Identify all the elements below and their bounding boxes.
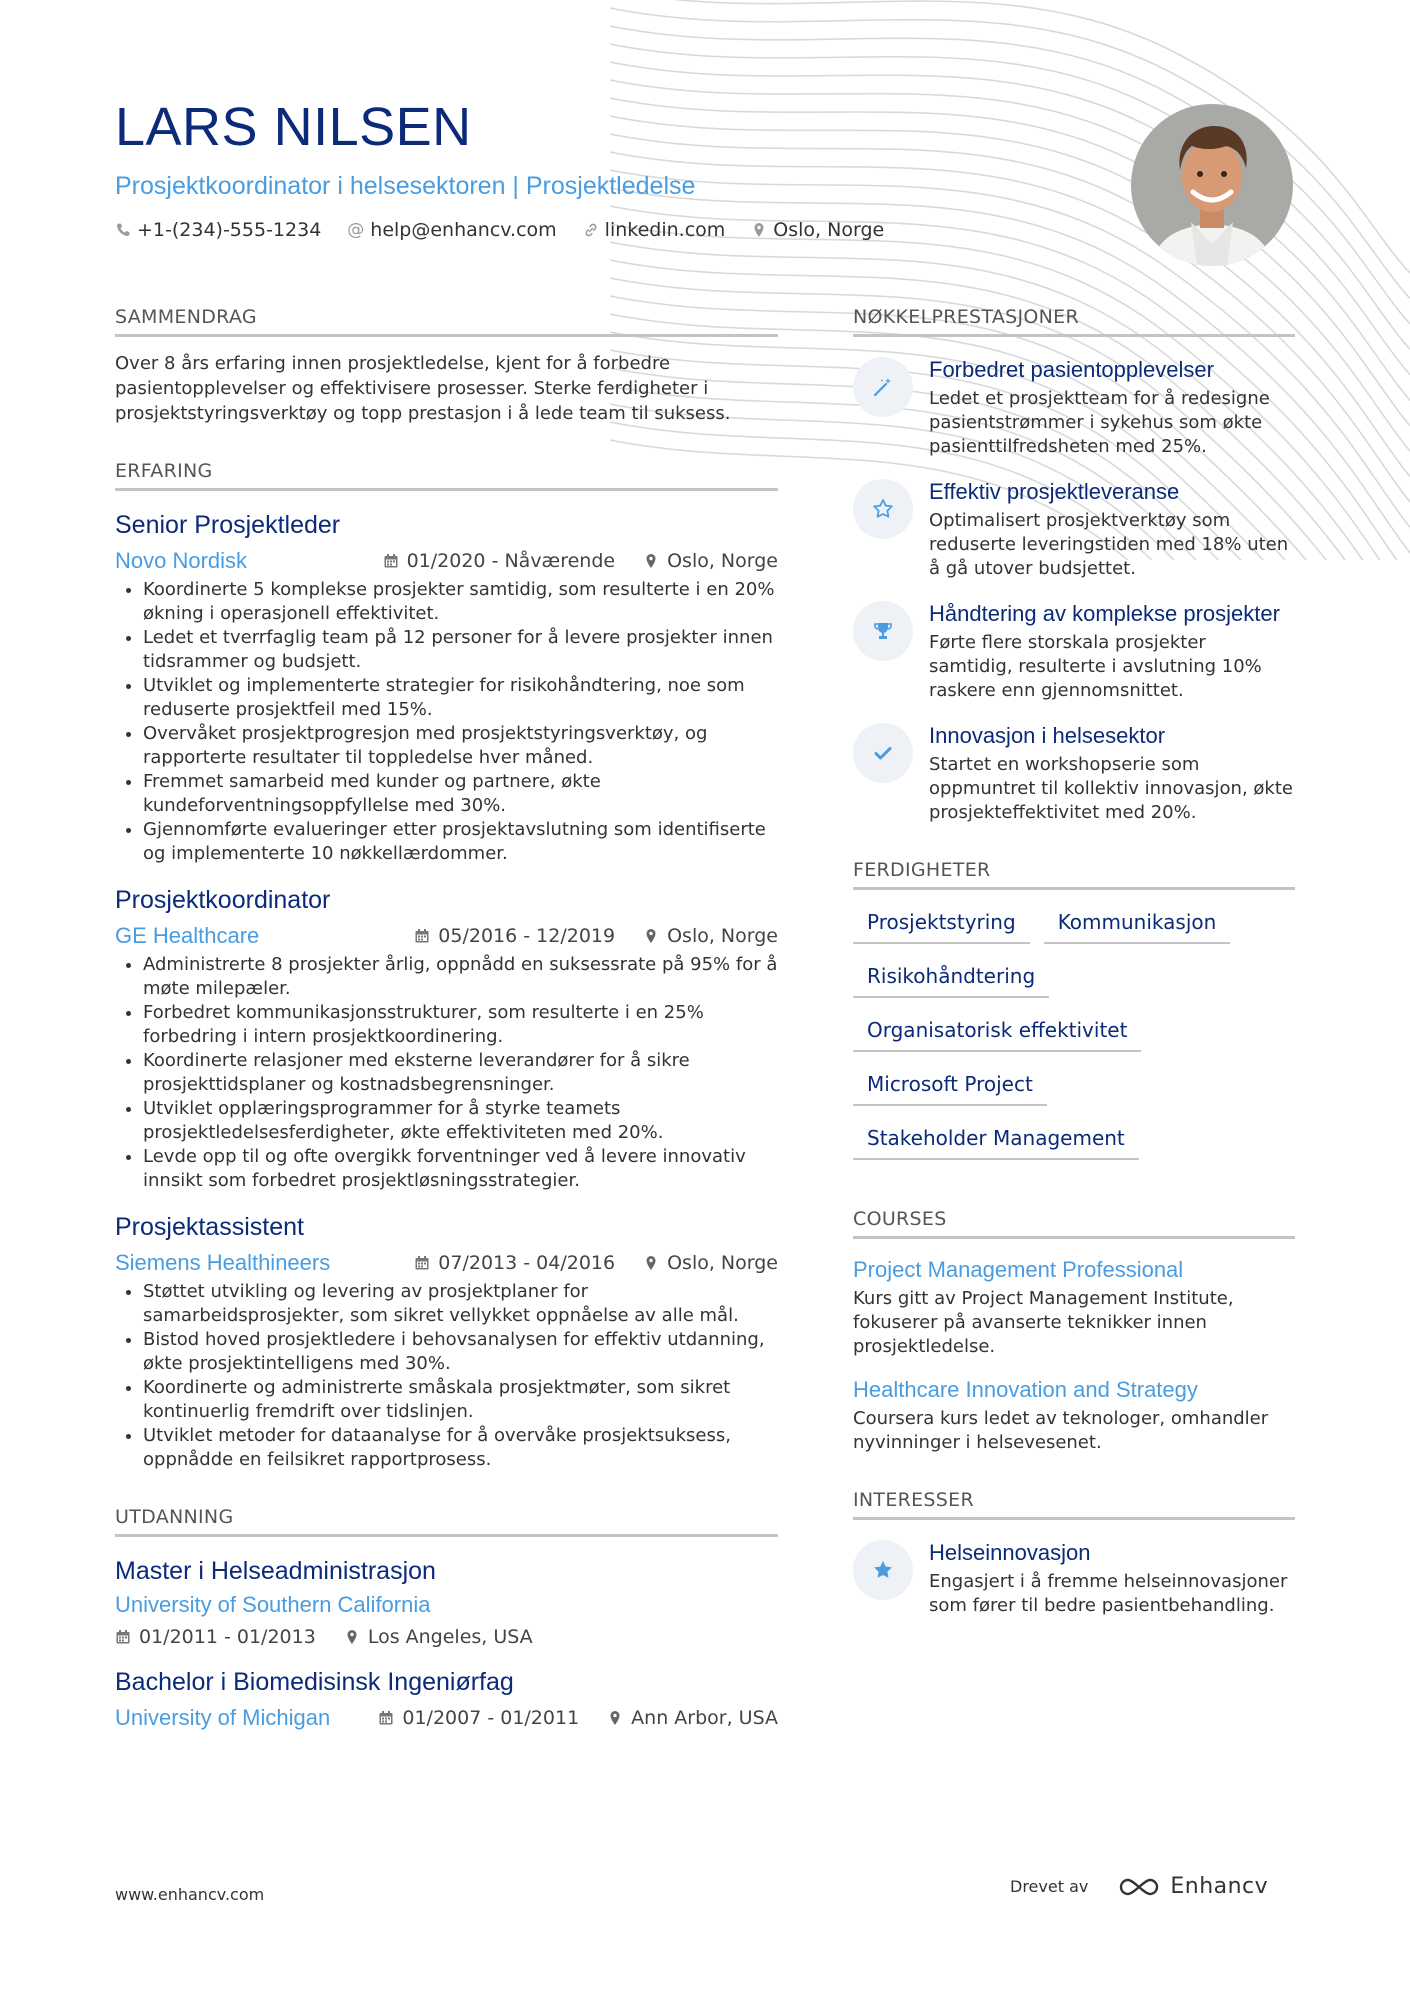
achievement-icon-wrap: [853, 723, 913, 783]
achievement-title: Innovasjon i helsesektor: [929, 723, 1166, 748]
skill-tag: Microsoft Project: [853, 1066, 1047, 1106]
course-desc: Coursera kurs ledet av teknologer, omhandler nyvinninger i helsevesenet.: [853, 1408, 1269, 1453]
job-bullet: • Bistod hoved prosjektledere i behovsanalysen for effektiv utdanning, økte prosjektintelligens med 30%.: [143, 1328, 778, 1376]
summary-section: [115, 306, 778, 426]
skills-heading: FERDIGHETER: [853, 859, 1295, 890]
footer-branding: [1010, 1874, 1268, 1899]
courses-heading: COURSES: [853, 1208, 1295, 1239]
education-heading: UTDANNING: [115, 1506, 778, 1537]
job-meta: [115, 1250, 778, 1276]
achievement-icon-wrap: [853, 479, 913, 539]
enhancv-logo[interactable]: [1116, 1874, 1268, 1899]
location-pin-icon: [643, 1255, 659, 1271]
achievement-desc: Ledet et prosjektteam for å redesigne pasientstrømmer i sykehus som økte pasienttilfredsheten med 25%.: [929, 388, 1270, 457]
education-meta: [115, 1626, 778, 1648]
company-name: Novo Nordisk: [115, 548, 248, 573]
location-text: Oslo, Norge: [773, 219, 885, 241]
job-title: Prosjektassistent: [115, 1213, 304, 1241]
location-pin-icon: [344, 1629, 360, 1645]
job-bullet: • Utviklet og implementerte strategier for risikohåndtering, noe som reduserte prosjektfeil med 15%.: [143, 674, 778, 722]
infinity-logo-icon: [1116, 1875, 1162, 1899]
skill-tag: Risikohåndtering: [853, 958, 1049, 998]
job-bullets: [115, 578, 778, 866]
job-bullet: • Fremmet samarbeid med kunder og partnere, økte kundeforventningsoppfyllelse med 30%.: [143, 770, 778, 818]
job-bullet: • Støttet utvikling og levering av prosjektplaner for samarbeidsprosjekter, som sikret vellykket oppnåelse av alle mål.: [143, 1280, 778, 1328]
achievement-item: [853, 601, 1295, 703]
email-text: help@enhancv.com: [370, 219, 557, 241]
job-bullet: • Ledet et tverrfaglig team på 12 personer for å levere prosjekter innen tidsrammer og budsjett.: [143, 626, 778, 674]
calendar-icon: [414, 1255, 430, 1271]
achievement-desc: Startet en workshopserie som oppmuntret til kollektiv innovasjon, økte prosjekteffektivitet med 20%.: [929, 754, 1293, 823]
job-dates-text: 05/2016 - 12/2019: [438, 925, 616, 947]
contact-email[interactable]: [347, 219, 556, 241]
job-bullet: • Forbedret kommunikasjonsstrukturer, som resulterte i en 25% forbedring i intern prosjektkoordinering.: [143, 1001, 778, 1049]
achievement-icon-wrap: [853, 357, 913, 417]
candidate-title: Prosjektkoordinator i helsesektoren | Prosjektledelse: [115, 172, 696, 200]
course-title: Project Management Professional: [853, 1257, 1184, 1282]
interests-heading: INTERESSER: [853, 1489, 1295, 1520]
achievement-item: [853, 479, 1295, 581]
job-bullet: • Levde opp til og ofte overgikk forventninger ved å levere innovativ innsikt som forbedret prosjektløsningsstrategier.: [143, 1145, 778, 1193]
job-location: [643, 1252, 778, 1274]
education-location: [607, 1707, 778, 1729]
education-entry: [115, 1557, 778, 1648]
at-icon: @: [347, 220, 365, 240]
education-section: [115, 1506, 778, 1731]
calendar-icon: [378, 1710, 394, 1726]
degree-title: Master i Helseadministrasjon: [115, 1557, 436, 1585]
education-meta: [115, 1705, 778, 1731]
achievements-section: [853, 306, 1295, 825]
job-dates: [414, 1252, 615, 1274]
summary-heading: SAMMENDRAG: [115, 306, 778, 337]
job-dates-text: 07/2013 - 04/2016: [438, 1252, 616, 1274]
star-icon: [871, 497, 895, 521]
job-dates-text: 01/2020 - Nåværende: [406, 550, 616, 572]
job-bullet: • Overvåket prosjektprogresjon med prosjektstyringsverktøy, og rapporterte resultater til toppledelse hver måned.: [143, 722, 778, 770]
education-location: [344, 1626, 533, 1648]
check-icon: [871, 741, 895, 765]
job-entry: [115, 886, 778, 1193]
resume-header: [115, 97, 1015, 241]
job-location-text: Oslo, Norge: [667, 925, 778, 947]
job-bullet: • Koordinerte relasjoner med eksterne leverandører for å sikre prosjekttidsplaner og kostnadsbegrensninger.: [143, 1049, 778, 1097]
degree-title: Bachelor i Biomedisinsk Ingeniørfag: [115, 1668, 514, 1696]
brand-name: Enhancv: [1170, 1874, 1269, 1899]
link-icon: [583, 222, 599, 238]
education-dates: [115, 1626, 316, 1648]
footer-website[interactable]: www.enhancv.com: [115, 1885, 265, 1904]
achievement-desc: Optimalisert prosjektverktøy som reduserte leveringstiden med 18% uten å gå utover budsjettet.: [929, 510, 1289, 579]
left-column: [115, 306, 778, 1765]
company-name: GE Healthcare: [115, 923, 260, 948]
location-pin-icon: [643, 553, 659, 569]
interest-title: Helseinnovasjon: [929, 1540, 1091, 1565]
location-pin-icon: [607, 1710, 623, 1726]
achievement-title: Håndtering av komplekse prosjekter: [929, 601, 1280, 626]
course-item: [853, 1377, 1295, 1455]
interest-icon-wrap: [853, 1540, 913, 1600]
achievement-desc: Førte flere storskala prosjekter samtidig, resulterte i avslutning 10% raskere enn gjennomsnittet.: [929, 632, 1262, 701]
course-item: [853, 1257, 1295, 1359]
interest-item: [853, 1540, 1295, 1618]
job-title: Senior Prosjektleder: [115, 511, 341, 539]
job-bullets: [115, 953, 778, 1193]
school-name: University of Michigan: [115, 1705, 331, 1730]
location-pin-icon: [751, 222, 767, 238]
education-dates-text: 01/2011 - 01/2013: [139, 1626, 316, 1648]
job-bullet: • Utviklet opplæringsprogrammer for å styrke teamets prosjektledelsesferdigheter, økte effektiviteten med 20%.: [143, 1097, 778, 1145]
job-bullet: • Gjennomførte evalueringer etter prosjektavslutning som identifiserte og implementerte 10 nøkkellærdommer.: [143, 818, 778, 866]
school-name: University of Southern California: [115, 1592, 431, 1617]
skill-tag: Organisatorisk effektivitet: [853, 1012, 1141, 1052]
course-desc: Kurs gitt av Project Management Institute, fokuserer på avanserte teknikker innen prosjektledelse.: [853, 1288, 1234, 1357]
job-dates: [383, 550, 616, 572]
contact-phone[interactable]: [115, 219, 321, 241]
phone-text: +1-(234)-555-1234: [137, 219, 322, 241]
calendar-icon: [115, 1629, 131, 1645]
job-entry: [115, 511, 778, 866]
job-meta: [115, 548, 778, 574]
job-location-text: Oslo, Norge: [667, 550, 778, 572]
achievement-title: Forbedret pasientopplevelser: [929, 357, 1214, 382]
phone-icon: [115, 222, 131, 238]
job-location: [643, 550, 778, 572]
right-column: [853, 306, 1295, 1652]
job-bullet: • Koordinerte 5 komplekse prosjekter samtidig, som resulterte i en 20% økning i operasjonell effektivitet.: [143, 578, 778, 626]
achievement-icon-wrap: [853, 601, 913, 661]
powered-by-text: Drevet av: [1010, 1877, 1089, 1896]
experience-heading: ERFARING: [115, 460, 778, 491]
interests-section: [853, 1489, 1295, 1618]
education-location-text: Los Angeles, USA: [367, 1626, 533, 1648]
job-bullet: • Utviklet metoder for dataanalyse for å overvåke prosjektsuksess, oppnådde en feilsikret rapportprosess.: [143, 1424, 778, 1472]
star-icon: [871, 1558, 895, 1582]
education-dates-text: 01/2007 - 01/2011: [402, 1707, 580, 1729]
skills-list: [853, 904, 1295, 1174]
skill-tag: Stakeholder Management: [853, 1120, 1139, 1160]
skill-tag: Prosjektstyring: [853, 904, 1030, 944]
education-dates: [378, 1707, 579, 1729]
calendar-icon: [414, 928, 430, 944]
course-title: Healthcare Innovation and Strategy: [853, 1377, 1198, 1402]
job-bullet: • Koordinerte og administrerte småskala prosjektmøter, som sikret kontinuerlig fremdrift over tidslinjen.: [143, 1376, 778, 1424]
job-bullets: [115, 1280, 778, 1472]
experience-section: [115, 460, 778, 1472]
achievement-item: [853, 357, 1295, 459]
job-title: Prosjektkoordinator: [115, 886, 331, 914]
job-entry: [115, 1213, 778, 1472]
skill-tag: Kommunikasjon: [1044, 904, 1231, 944]
job-location-text: Oslo, Norge: [667, 1252, 778, 1274]
job-dates: [414, 925, 615, 947]
interest-desc: Engasjert i å fremme helseinnovasjoner som fører til bedre pasientbehandling.: [929, 1571, 1288, 1616]
trophy-icon: [871, 619, 895, 643]
location-pin-icon: [643, 928, 659, 944]
linkedin-text: linkedin.com: [604, 219, 726, 241]
summary-text: Over 8 års erfaring innen prosjektledelse, kjent for å forbedre pasientopplevelser og effektivisere prosesser. Sterke ferdigheter i prosjektstyringsverktøy og topp prestasjon i å lede team til suksess.: [115, 353, 731, 424]
contact-location: [751, 219, 884, 241]
courses-section: [853, 1208, 1295, 1455]
achievements-heading: NØKKELPRESTASJONER: [853, 306, 1295, 337]
calendar-icon: [383, 553, 399, 569]
skills-section: [853, 859, 1295, 1174]
profile-photo: [1131, 104, 1293, 266]
job-meta: [115, 923, 778, 949]
contact-row: [115, 219, 1015, 241]
job-bullet: • Administrerte 8 prosjekter årlig, oppnådd en suksessrate på 95% for å møte milepæler.: [143, 953, 778, 1001]
achievement-title: Effektiv prosjektleveranse: [929, 479, 1180, 504]
contact-linkedin[interactable]: [583, 219, 726, 241]
achievement-item: [853, 723, 1295, 825]
company-name: Siemens Healthineers: [115, 1250, 331, 1275]
magic-wand-icon: [871, 375, 895, 399]
education-location-text: Ann Arbor, USA: [631, 1707, 778, 1729]
job-location: [643, 925, 778, 947]
candidate-name: LARS NILSEN: [115, 97, 472, 157]
education-entry: [115, 1668, 778, 1731]
